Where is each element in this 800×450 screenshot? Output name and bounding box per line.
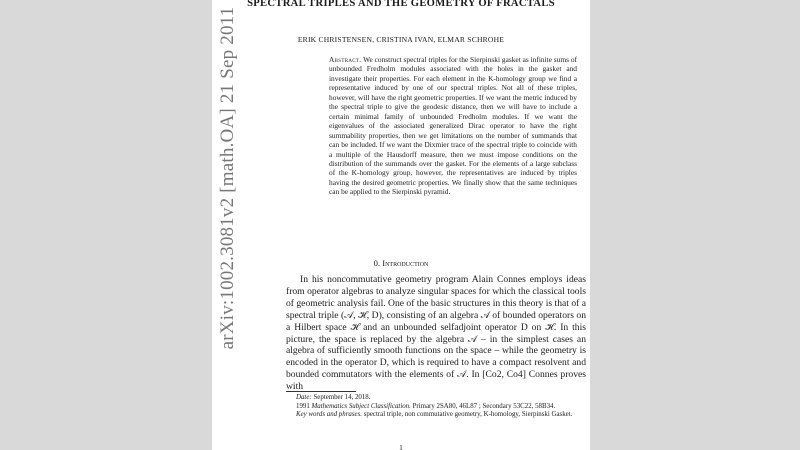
footnote-keywords bbox=[286, 411, 586, 420]
left-background-panel bbox=[0, 0, 212, 450]
section-number: 0. bbox=[373, 258, 381, 268]
footnote-divider bbox=[286, 391, 356, 392]
abstract-label: Abstract. bbox=[329, 55, 362, 64]
footnote-msc-codes: Primary 2SA80, 46L87 ; Secondary 53C22, 58B34. bbox=[412, 402, 556, 410]
footnote-msc-label: Mathematics Subject Classification. bbox=[311, 402, 411, 410]
abstract bbox=[329, 55, 577, 197]
paper-page bbox=[212, 0, 590, 450]
paper-title: SPECTRAL TRIPLES AND THE GEOMETRY OF FRACTALS bbox=[247, 0, 555, 9]
footnotes bbox=[286, 394, 586, 420]
footnote-msc-year: 1991 bbox=[296, 402, 310, 410]
section-heading bbox=[212, 258, 590, 268]
intro-paragraph: In his noncommutative geometry program Alain Connes employs ideas from operator algebras to analyze singular spaces for which the classical tools of geometric analysis fail. One of the basic structures in this theory is that of a spectral triple (𝒜, ℋ, D), consisting of an algebra 𝒜 of bounded operators on a Hilbert space ℋ and an unbounded selfadjoint operator D on ℋ. In this picture, the space is replaced by the algebra 𝒜 – in the simplest cases an algebra of sufficiently smooth functions on the space – while the geometry is encoded in the operator D, which is required to have a compact resolvent and bounded commutators with the elements of 𝒜. In [Co2, Co4] Connes proves with bbox=[286, 274, 586, 393]
footnote-date-label: Date: bbox=[296, 394, 312, 401]
footnote-date-value: September 14, 2018. bbox=[313, 394, 371, 401]
footnote-date bbox=[286, 394, 586, 403]
right-background-panel bbox=[590, 0, 800, 450]
page-number: 1 bbox=[399, 443, 403, 450]
abstract-text: We construct spectral triples for the Sierpinski gasket as infinite sums of unbounded Fredholm modules associated with the holes in the gasket and investigate their properties. For each element in the K-homology group we find a representative induced by one of our spectral triples. Not all of these triples, however, will have the right geometric properties. If we want the metric induced by the spectral triple to give the geodesic distance, then we will have to include a certain minimal family of unbounded Fredholm modules. If we want the eigenvalues of the associated generalized Dirac operator to have the right summability properties, then we get limitations on the number of summands that can be included. If we want the Dixmier trace of the spectral triple to coincide with a multiple of the Hausdorff measure, then we must impose conditions on the distribution of the summands over the gasket. For the elements of a large subclass of the K-homology group, however, the representatives are induced by triples having the desired geometric properties. We finally show that the same techniques can be applied to the Sierpinski pyramid. bbox=[329, 55, 577, 197]
footnote-keywords-label: Key words and phrases. bbox=[296, 411, 362, 418]
section-title: Introduction bbox=[382, 258, 429, 268]
paper-authors: ERIK CHRISTENSEN, CRISTINA IVAN, ELMAR SCHROHE bbox=[297, 35, 505, 44]
footnote-keywords-value: spectral triple, non commutative geometry, K-homology, Sierpinski Gasket. bbox=[363, 411, 573, 418]
arxiv-identifier-stamp: arXiv:1002.3081v2 [math.OA] 21 Sep 2011 bbox=[217, 6, 238, 350]
footnote-msc bbox=[286, 403, 586, 412]
